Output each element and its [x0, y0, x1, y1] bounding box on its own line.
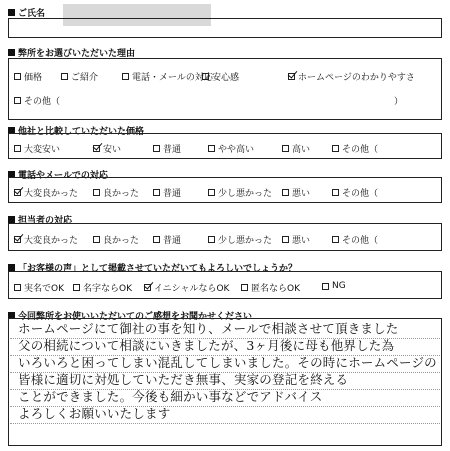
publish-option-3[interactable]: [241, 281, 300, 294]
checked-checkbox-icon[interactable]: [144, 284, 151, 291]
phone-option-5[interactable]: [332, 186, 378, 199]
staff-option-2[interactable]: [153, 233, 181, 246]
price-option-label: その他（: [342, 145, 379, 155]
price-option-label: やや高い: [218, 145, 255, 155]
staff-heading: 担当者の対応: [8, 213, 72, 226]
checkbox-icon[interactable]: [208, 189, 215, 196]
checkbox-icon[interactable]: [153, 145, 160, 152]
checkbox-icon[interactable]: [322, 283, 329, 290]
price-option-1[interactable]: [93, 142, 121, 155]
name-field[interactable]: [8, 18, 442, 38]
publish-option-1[interactable]: [73, 281, 132, 294]
handwritten-line: 父の相続について相談にいきましたが、3ヶ月後に母も他界した為: [18, 338, 395, 353]
checkbox-icon[interactable]: [202, 73, 209, 80]
checkbox-icon[interactable]: [93, 189, 100, 196]
checkbox-icon[interactable]: [282, 145, 289, 152]
publish-option-label: 実名でOK: [24, 284, 64, 294]
phone-option-1[interactable]: [93, 186, 139, 199]
checked-checkbox-icon[interactable]: [14, 236, 21, 243]
checkbox-icon[interactable]: [153, 189, 160, 196]
phone-option-label: 良かった: [103, 189, 140, 199]
checkbox-icon[interactable]: [14, 284, 21, 291]
checkbox-icon[interactable]: [332, 236, 339, 243]
square-bullet-icon: [8, 9, 15, 16]
square-bullet-icon: [8, 49, 15, 56]
impressions-heading: 今回弊所をお使いいただいてのご感想をお聞かせください: [8, 309, 252, 322]
checkbox-icon[interactable]: [241, 284, 248, 291]
checked-checkbox-icon[interactable]: [14, 189, 21, 196]
price-option-label: 普通: [163, 145, 182, 155]
checked-checkbox-icon[interactable]: [288, 73, 295, 80]
staff-option-4[interactable]: [282, 233, 310, 246]
staff-option-1[interactable]: [93, 233, 139, 246]
checkbox-icon[interactable]: [122, 73, 129, 80]
reason-option-2[interactable]: [122, 70, 213, 83]
reason-option-label: 安心感: [212, 73, 240, 83]
publish-option-label: NG: [332, 281, 346, 291]
reason-option-label: 電話・メールの対応: [132, 73, 213, 83]
reason-option-3[interactable]: [202, 70, 239, 83]
checkbox-icon[interactable]: [282, 189, 289, 196]
handwritten-line: いろいろと困ってしまい混乱してしまいました。その時にホームページの: [18, 355, 437, 370]
phone-heading: 電話やメールでの対応: [8, 168, 108, 181]
checkbox-icon[interactable]: [208, 145, 215, 152]
checkbox-icon[interactable]: [93, 236, 100, 243]
publish-option-4[interactable]: [322, 281, 346, 291]
publish-option-label: イニシャルならOK: [154, 284, 230, 294]
staff-option-label: その他（: [342, 236, 379, 246]
price-option-3[interactable]: [208, 142, 254, 155]
price-option-4[interactable]: [282, 142, 310, 155]
staff-option-label: 少し悪かった: [218, 236, 273, 246]
staff-option-label: 悪い: [292, 236, 311, 246]
publish-heading: 「お客様の声」として掲載させていただいてもよろしいでしょうか？: [8, 261, 297, 274]
phone-option-label: 少し悪かった: [218, 189, 273, 199]
handwritten-line: ホームページにて御社の事を知り、メールで相談させて頂きました: [18, 321, 399, 336]
phone-option-label: その他（: [342, 189, 379, 199]
square-bullet-icon: [8, 216, 15, 223]
reason-option-label: 価格: [24, 73, 43, 83]
price-option-label: 安い: [103, 145, 122, 155]
staff-option-0[interactable]: [14, 233, 78, 246]
price-heading: 他社と比較していただいた価格: [8, 124, 144, 137]
reason-other[interactable]: その他（: [14, 94, 60, 107]
handwritten-line: よろしくお願いいたします: [18, 406, 171, 421]
reason-box: [8, 58, 442, 120]
checkbox-icon[interactable]: [208, 236, 215, 243]
ruled-line: [10, 423, 440, 424]
checked-checkbox-icon[interactable]: [93, 145, 100, 152]
staff-option-label: 良かった: [103, 236, 140, 246]
name-heading: ご氏名: [8, 6, 45, 19]
price-option-label: 大変安い: [24, 145, 61, 155]
staff-option-label: 大変良かった: [24, 236, 79, 246]
checkbox-icon[interactable]: [332, 145, 339, 152]
price-option-label: 高い: [292, 145, 311, 155]
price-option-2[interactable]: [153, 142, 181, 155]
publish-option-0[interactable]: [14, 281, 64, 294]
price-option-5[interactable]: [332, 142, 378, 155]
phone-option-label: 悪い: [292, 189, 311, 199]
reason-option-4[interactable]: [288, 70, 415, 83]
handwritten-line: 皆様に適切に対処していただき無事、実家の登記を終える: [18, 372, 349, 387]
checkbox-icon[interactable]: [73, 284, 80, 291]
checkbox-icon[interactable]: [14, 145, 21, 152]
reason-option-0[interactable]: [14, 70, 42, 83]
staff-option-label: 普通: [163, 236, 182, 246]
checkbox-icon[interactable]: [332, 189, 339, 196]
publish-option-label: 匿名ならOK: [251, 284, 300, 294]
reason-option-label: ホームページのわかりやすさ: [298, 73, 415, 83]
price-option-0[interactable]: [14, 142, 60, 155]
reason-heading: 弊所をお選びいただいた理由: [8, 46, 135, 59]
phone-option-label: 普通: [163, 189, 182, 199]
reason-option-label: ご紹介: [71, 73, 99, 83]
phone-option-label: 大変良かった: [24, 189, 79, 199]
reason-option-1[interactable]: [61, 70, 98, 83]
phone-option-3[interactable]: [208, 186, 272, 199]
checkbox-icon[interactable]: [61, 73, 68, 80]
staff-option-3[interactable]: [208, 233, 272, 246]
phone-option-4[interactable]: [282, 186, 310, 199]
staff-option-5[interactable]: [332, 233, 378, 246]
phone-option-2[interactable]: [153, 186, 181, 199]
checkbox-icon[interactable]: [14, 97, 21, 104]
square-bullet-icon: [8, 264, 15, 271]
publish-option-label: 名字ならOK: [83, 284, 132, 294]
checkbox-icon[interactable]: [282, 236, 289, 243]
publish-option-2[interactable]: [144, 281, 229, 294]
handwritten-line: ことができました。今後も細かい事などでアドバイス: [18, 389, 323, 404]
checkbox-icon[interactable]: [14, 73, 21, 80]
checkbox-icon[interactable]: [153, 236, 160, 243]
phone-option-0[interactable]: [14, 186, 78, 199]
